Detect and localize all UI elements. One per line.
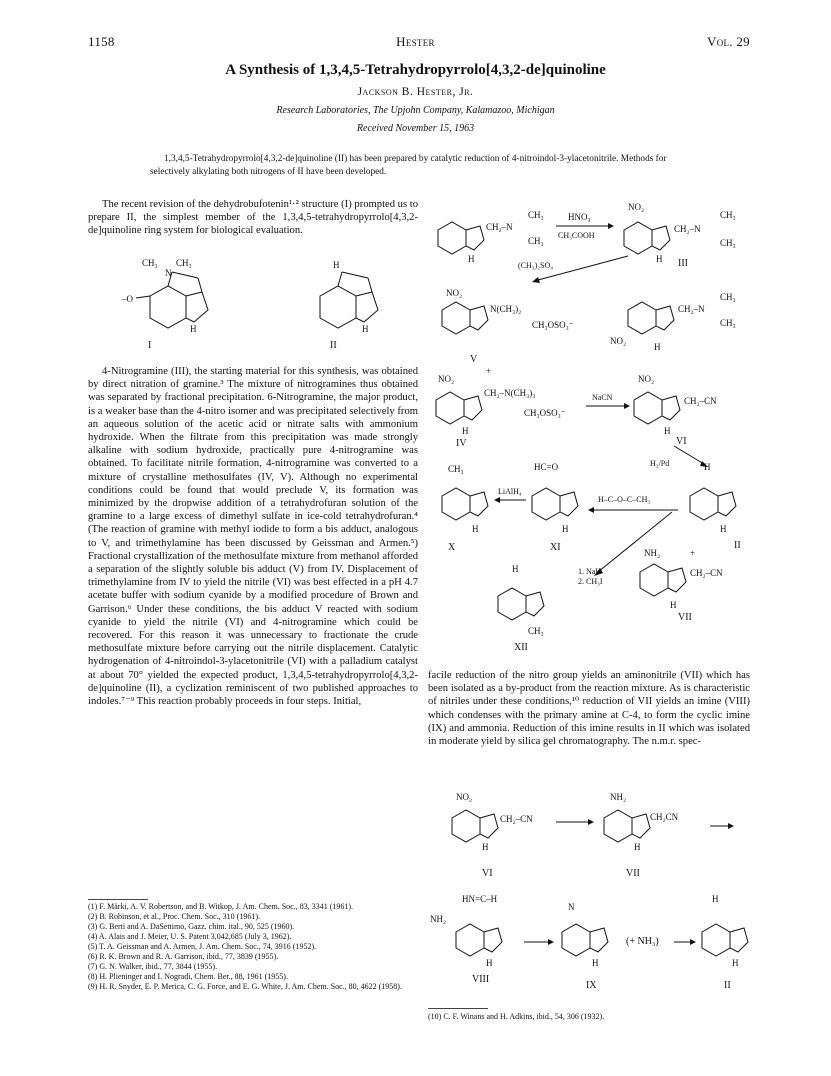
plus-sign: + (690, 548, 696, 558)
page-number: 1158 (88, 34, 115, 49)
methyl-label: CH₃ (528, 236, 544, 246)
compound-label-X: X (448, 542, 456, 553)
methyl-label: CH₃ (720, 210, 736, 220)
nh-label: H (664, 426, 671, 436)
reagent-alkylation-step2: 2. CH₃I (578, 577, 603, 586)
nh-label: H (362, 324, 369, 334)
ch2-cn-label: CH₂–CN (684, 396, 717, 406)
nh-label: H (512, 564, 519, 574)
amino-label: NH₂ (644, 548, 661, 558)
nh-label: H (468, 254, 475, 264)
footnote: (5) T. A. Geissman and A. Armen, J. Am. Chem. Soc., 74, 3916 (1952). (88, 942, 317, 951)
compound-label-I: I (148, 340, 152, 351)
bis-adduct-n-label: N(CH₃)₂ (490, 304, 522, 314)
methosulfate-label: CH₃OSO₃⁻ (532, 320, 574, 330)
compound-label-XII: XII (514, 642, 528, 653)
footnotes-left (88, 902, 418, 992)
nh-label: H (562, 524, 569, 534)
methyl-label: CH₃ (528, 210, 544, 220)
intro-paragraph: The recent revision of the dehydrobufotenin¹·² structure (I) prompted us to prepare II, the simplest member of the 1,3,4,5-tetrahydropyrrolo[4,3,2-de]quinoline ring system for biological evaluation. (88, 199, 418, 237)
nh-label: H (190, 324, 197, 334)
compound-label-II: II (724, 980, 731, 991)
volume: Vol. 29 (707, 34, 750, 49)
running-title: Hester (396, 34, 435, 49)
ch2cn-label: CH₂CN (650, 812, 679, 822)
reagent-nitration: HNO₃ (568, 212, 591, 222)
nh-label: H (720, 524, 727, 534)
imine-label: HN=C–H (462, 894, 498, 904)
nh-label: H (592, 958, 599, 968)
footnote: (2) B. Robinson, et al., Proc. Chem. Soc., 310 (1961). (88, 912, 260, 921)
ch2-cn-label: CH₂–CN (500, 814, 533, 824)
nitro-label: NO₂ (638, 374, 655, 384)
amino-label: NH₂ (610, 792, 627, 802)
received-date: Received November 15, 1963 (356, 123, 475, 134)
ch2-cn-label: CH₂–CN (690, 568, 723, 578)
reagent-alkylation-step1: 1. NaH (578, 567, 602, 576)
nitro-label: NO₂ (438, 374, 455, 384)
ch2-n-label: CH₂–N (674, 224, 701, 234)
footnote-right: (10) C. F. Winans and H. Adkins, ibid., 54, 306 (1932). (428, 1012, 605, 1021)
amino-label: NH₂ (430, 914, 447, 924)
compound-label-II: II (330, 340, 337, 351)
nh-label: H (656, 254, 663, 264)
mechanism-paragraph: facile reduction of the nitro group yields an aminonitrile (VII) which has been isolated as a by-product from the reaction mixture. As is characteristic of nitriles under these conditions,¹⁰ reduction of VII yields an imine (VIII) which condenses with the primary amine at C-4, to form the cyclic imine (IX) and ammonia. Reduction of this imine results in II which was isolated in moderate yield by silica gel chromatography. The n.m.r. spec- (428, 670, 750, 748)
reagent-formylation: H–C–O–C–CH₃ (598, 495, 651, 504)
footnote: (6) R. K. Brown and R. A. Garrison, ibid., 77, 3839 (1955). (88, 952, 279, 961)
nitro-label: NO₂ (456, 792, 473, 802)
footnote: (1) F. Märki, A. V. Robertson, and B. Witkop, J. Am. Chem. Soc., 83, 3341 (1961). (88, 902, 354, 911)
compound-label-IX: IX (586, 980, 597, 991)
footnote: (7) G. N. Walker, ibid., 77, 3844 (1955). (88, 962, 218, 971)
methyl-label: CH₃ (720, 238, 736, 248)
compound-label-V: V (470, 354, 478, 365)
amine-label: N (165, 268, 172, 278)
compound-label-III: III (678, 258, 688, 269)
article-title: A Synthesis of 1,3,4,5-Tetrahydropyrrolo[4,3,2-de]quinoline (225, 62, 606, 78)
nitro-label: NO₂ (628, 202, 645, 212)
reagent-reduction: LiAlH₄ (498, 487, 522, 496)
author: Jackson B. Hester, Jr. (357, 86, 474, 98)
compound-label-VII: VII (626, 868, 640, 879)
formyl-label: HC=O (534, 462, 559, 472)
compound-label-VII: VII (678, 612, 692, 623)
methosulfate-label: CH₃OSO₃⁻ (524, 408, 566, 418)
methyl-label: CH₃ (142, 258, 158, 268)
methyl-label: CH₃ (176, 258, 192, 268)
nh-label: H (704, 462, 711, 472)
structure-II (300, 260, 400, 356)
compound-label-VI: VI (676, 436, 687, 447)
nh-label: H (333, 260, 340, 270)
nh-label: H (732, 958, 739, 968)
reagent-hydrogenation: H₂/Pd (650, 459, 670, 468)
ch2-n-label: CH₂–N (678, 304, 705, 314)
imine-n-label: N (568, 902, 575, 912)
nh-label: H (654, 342, 661, 352)
phenoxide-label: –O (122, 294, 133, 304)
reagent-methylation: (CH₃)₂SO₄ (518, 261, 554, 270)
footnote-rule (88, 899, 148, 900)
nh-label: H (462, 426, 469, 436)
compound-label-VI: VI (482, 868, 493, 879)
footnote: (8) H. Plieninger and I. Nogradi, Chem. Ber., 88, 1961 (1955). (88, 972, 288, 981)
methyl-label: CH₃ (720, 292, 736, 302)
nh-label: H (482, 842, 489, 852)
ch2-n-label: CH₂–N (486, 222, 513, 232)
methyl-label: CH₃ (720, 318, 736, 328)
reagent-cyanide: NaCN (592, 393, 613, 402)
methyl-label: CH₃ (528, 626, 544, 636)
footnote: (3) G. Berti and A. DaSettimo, Gazz. chim. ital., 90, 525 (1960). (88, 922, 295, 931)
nh-label: H (712, 894, 719, 904)
compound-label-IV: IV (456, 438, 467, 449)
synthesis-paragraph: 4-Nitrogramine (III), the starting material for this synthesis, was obtained by direct nitration of gramine.³ The mixture of nitrogramines thus obtained was separated by fractional precipitation. 6-Nitrogramine, the major product, is a weaker base than the 4-nitro isomer and was precipitated selectively from an aqueous solution of the acetic acid or nitrate salts with ammonium hydroxide. When the filtrate from this precipitation was made strongly alkaline with sodium hydroxide, practically pure 4-nitrogramine was obtained. To facilitate nitrile formation, 4-nitrogramine was converted to a mixture of crystalline methosulfates (IV, V). Although no experimental conditions could be found that would preclude V, its formation was minimized by the dropwise addition of a tetrahydrofuran solution of the gramine to a large excess of dimethyl sulfate in ice-cold tetrahydrofuran.⁴ (The reaction of gramine with methyl iodide to form a bis adduct, analogous to V, and trimethylamine has been discussed by Geissman and Armen.⁵) Fractional crystallization of the methosulfate mixture from methanol afforded a separation of the slightly soluble bis adduct (V) from IV. Displacement of trimethylamine from IV to yield the nitrile (VI) was best effected in a pH 4.7 acetate buffer with sodium cyanide by a modified procedure of Brown and Garrison.⁶ Under these conditions, the bis adduct V reacted with sodium cyanide to yield the nitrile (VI) and 4-nitrogramine which could be recovered. For this reason it was unnecessary to fractionate the crude methosulfate mixture before carrying out the nitrile displacement. Catalytic hydrogenation of 4-nitroindol-3-ylacetonitrile (VI) with a palladium catalyst at about 70° yielded the expected product, 1,3,4,5-tetrahydropyrrolo[4,3,2-de]quinoline (II), a cyclization reminiscent of two published approaches to indoles.⁷⁻⁹ This reaction probably proceeds in four steps. Initial, (88, 366, 418, 708)
nitro-label: NO₂ (610, 336, 627, 346)
structure-I (120, 258, 220, 356)
ammonia-byproduct: (+ NH₃) (626, 936, 659, 947)
nh-label: H (472, 524, 479, 534)
footnote: (4) A. Alais and J. Meier, U. S. Patent 3,042,685 (July 3, 1962). (88, 932, 292, 941)
mechanism-scheme (428, 792, 750, 1002)
nh-label: H (634, 842, 641, 852)
reaction-scheme (428, 200, 750, 660)
ch2-n-me3-label: CH₂–N(CH₃)₃ (484, 388, 536, 398)
nh-label: H (670, 600, 677, 610)
affiliation: Research Laboratories, The Upjohn Company, Kalamazoo, Michigan (276, 105, 555, 116)
footnote-rule (428, 1008, 488, 1009)
nh-label: H (486, 958, 493, 968)
reagent-solvent: CH₃COOH (558, 231, 595, 240)
abstract: 1,3,4,5-Tetrahydropyrrolo[4,3,2-de]quinoline (II) has been prepared by catalytic reduction of 4-nitroindol-3-ylacetonitrile. Methods for selectively alkylating both nitrogens of II have been developed. (150, 154, 667, 177)
methyl-label: CH₃ (448, 464, 464, 474)
footnote: (9) H. R. Snyder, E. P. Merica, C. G. Force, and E. G. White, J. Am. Chem. Soc., 80, 4622 (1958). (88, 982, 402, 991)
compound-label-XI: XI (550, 542, 561, 553)
compound-label-II: II (734, 540, 741, 551)
compound-label-VIII: VIII (472, 974, 490, 985)
nitro-label: NO₂ (446, 288, 463, 298)
plus-sign: + (486, 366, 492, 376)
